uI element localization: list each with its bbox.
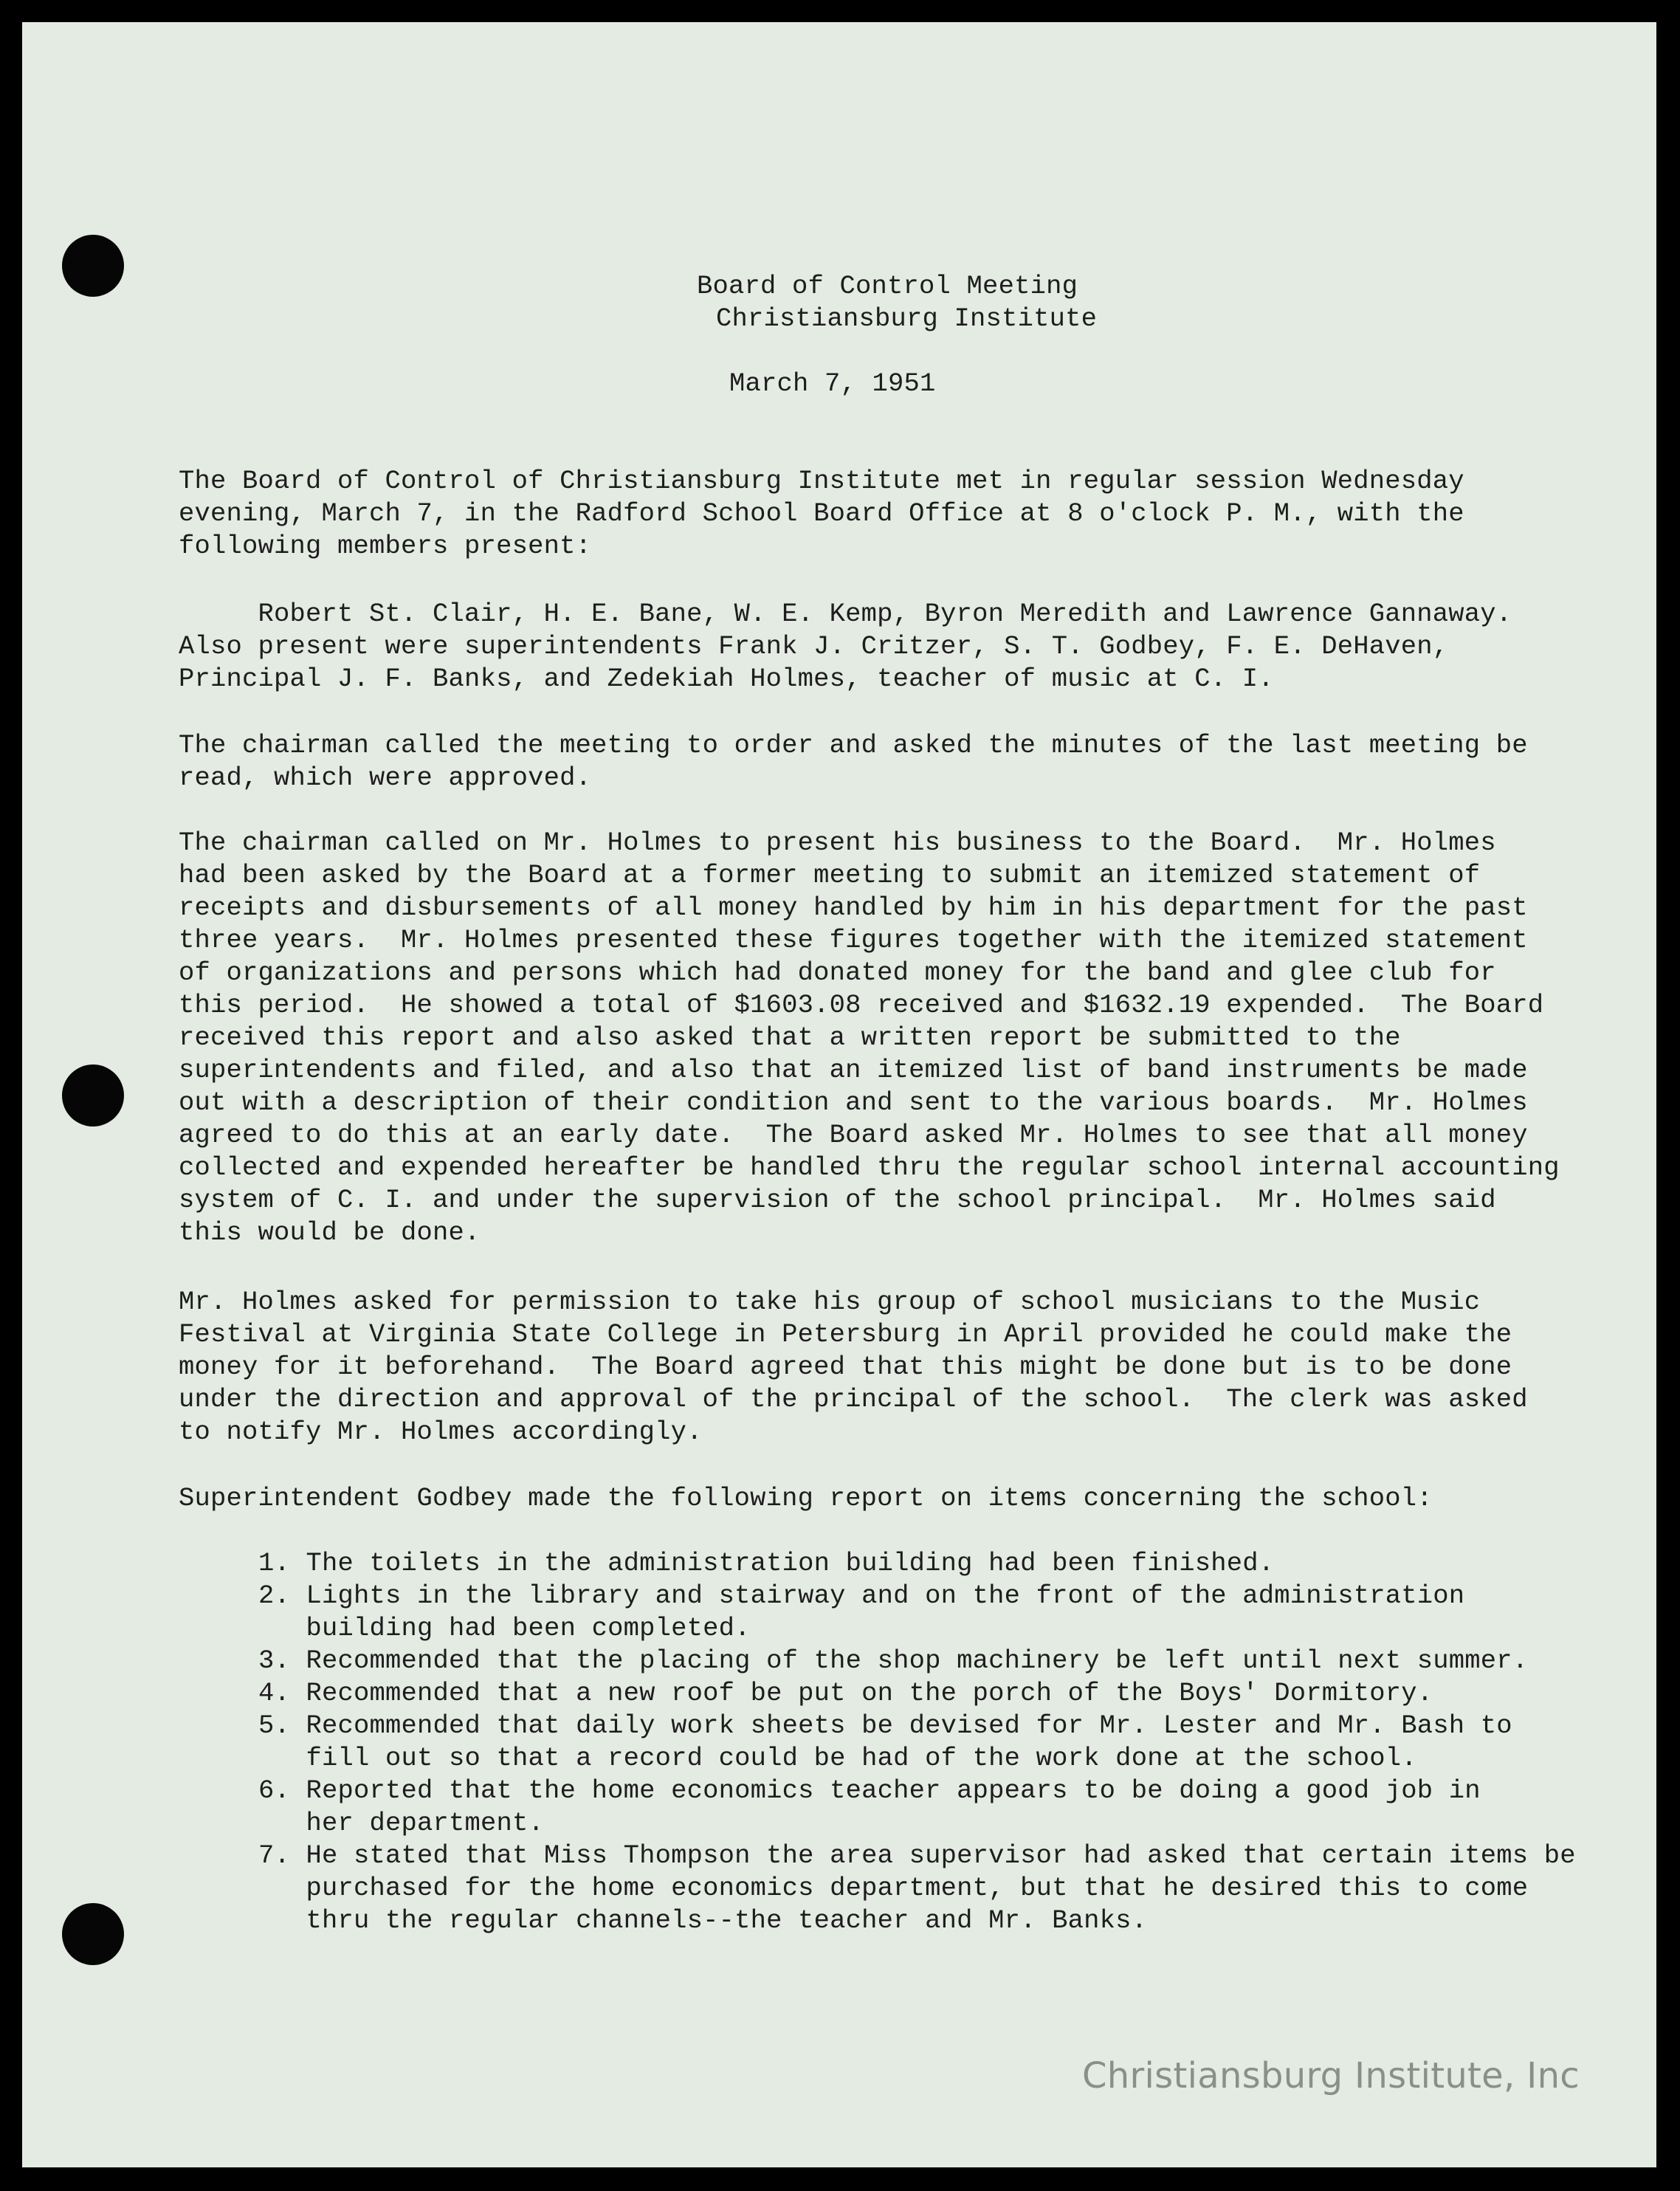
paragraph-music-festival: Mr. Holmes asked for permission to take his group of school musicians to the Music Festival at Virginia State College in Petersburg in April provided he could make the money for it beforehand. The Board agreed that this might be done but is to be done under the direction and approval of the principal of the school. The clerk was asked to notify Mr. Holmes accordingly. <box>179 1287 1528 1447</box>
paragraph-attendees: Robert St. Clair, H. E. Bane, W. E. Kemp, Byron Meredith and Lawrence Gannaway. Also present were superintendents Frank J. Critzer, S. T. Godbey, F. E. DeHaven, Principal J. F. Banks, and Zedekiah Holmes, teacher of music at C. I. <box>179 599 1512 694</box>
list-item: 4. Recommended that a new roof be put on the porch of the Boys' Dormitory. <box>258 1678 1433 1708</box>
list-item: 3. Recommended that the placing of the shop machinery be left until next summer. <box>258 1645 1529 1676</box>
paragraph-session: The Board of Control of Christiansburg Institute met in regular session Wednesday evening, March 7, in the Radford School Board Office at 8 o'clock P. M., with the following members present: <box>179 466 1464 561</box>
watermark: Christiansburg Institute, Inc <box>1081 2055 1580 2097</box>
list-item: 5. Recommended that daily work sheets be devised for Mr. Lester and Mr. Bash to fill out so that a record could be had of the work done at the school. <box>258 1710 1512 1773</box>
list-item: 2. Lights in the library and stairway and on the front of the administration building had been completed. <box>258 1581 1465 1643</box>
list-item: 1. The toilets in the administration building had been finished. <box>258 1548 1275 1578</box>
header-institution: Christiansburg Institute <box>716 303 1098 334</box>
list-item: 7. He stated that Miss Thompson the area supervisor had asked that certain items be purchased for the home economics department, but that he desired this to come thru the regular channels--the teacher and Mr. Banks. <box>258 1840 1576 1936</box>
list-item: 6. Reported that the home economics teacher appears to be doing a good job in her department. <box>258 1775 1481 1838</box>
punch-hole-middle <box>62 1064 124 1127</box>
paragraph-holmes-report: The chairman called on Mr. Holmes to present his business to the Board. Mr. Holmes had been asked by the Board at a former meeting to submit an itemized statement of receipts and disbursements of all money handled by him in his department for the past three years. Mr. Holmes presented these figures together with the itemized statement of organizations and persons which had donated money for the band and glee club for this period. He showed a total of $1603.08 received and $1632.19 expended. The Board received this report and also asked that a written report be submitted to the superintendents and filed, and also that an itemized list of band instruments be made out with a description of their condition and sent to the various boards. Mr. Holmes agreed to do this at an early date. The Board asked Mr. Holmes to see that all money collected and expended hereafter be handled thru the regular school internal accounting system of C. I. and under the supervision of the school principal. Mr. Holmes said this would be done. <box>179 828 1560 1248</box>
header-title: Board of Control Meeting <box>697 271 1078 301</box>
paragraph-godbey-intro: Superintendent Godbey made the following report on items concerning the school: <box>179 1483 1433 1513</box>
punch-hole-bottom <box>62 1903 124 1965</box>
header-date: March 7, 1951 <box>729 368 936 399</box>
punch-hole-top <box>62 235 124 297</box>
paragraph-call-to-order: The chairman called the meeting to order and asked the minutes of the last meeting be read, which were approved. <box>179 730 1528 793</box>
document-page <box>22 22 1656 2167</box>
